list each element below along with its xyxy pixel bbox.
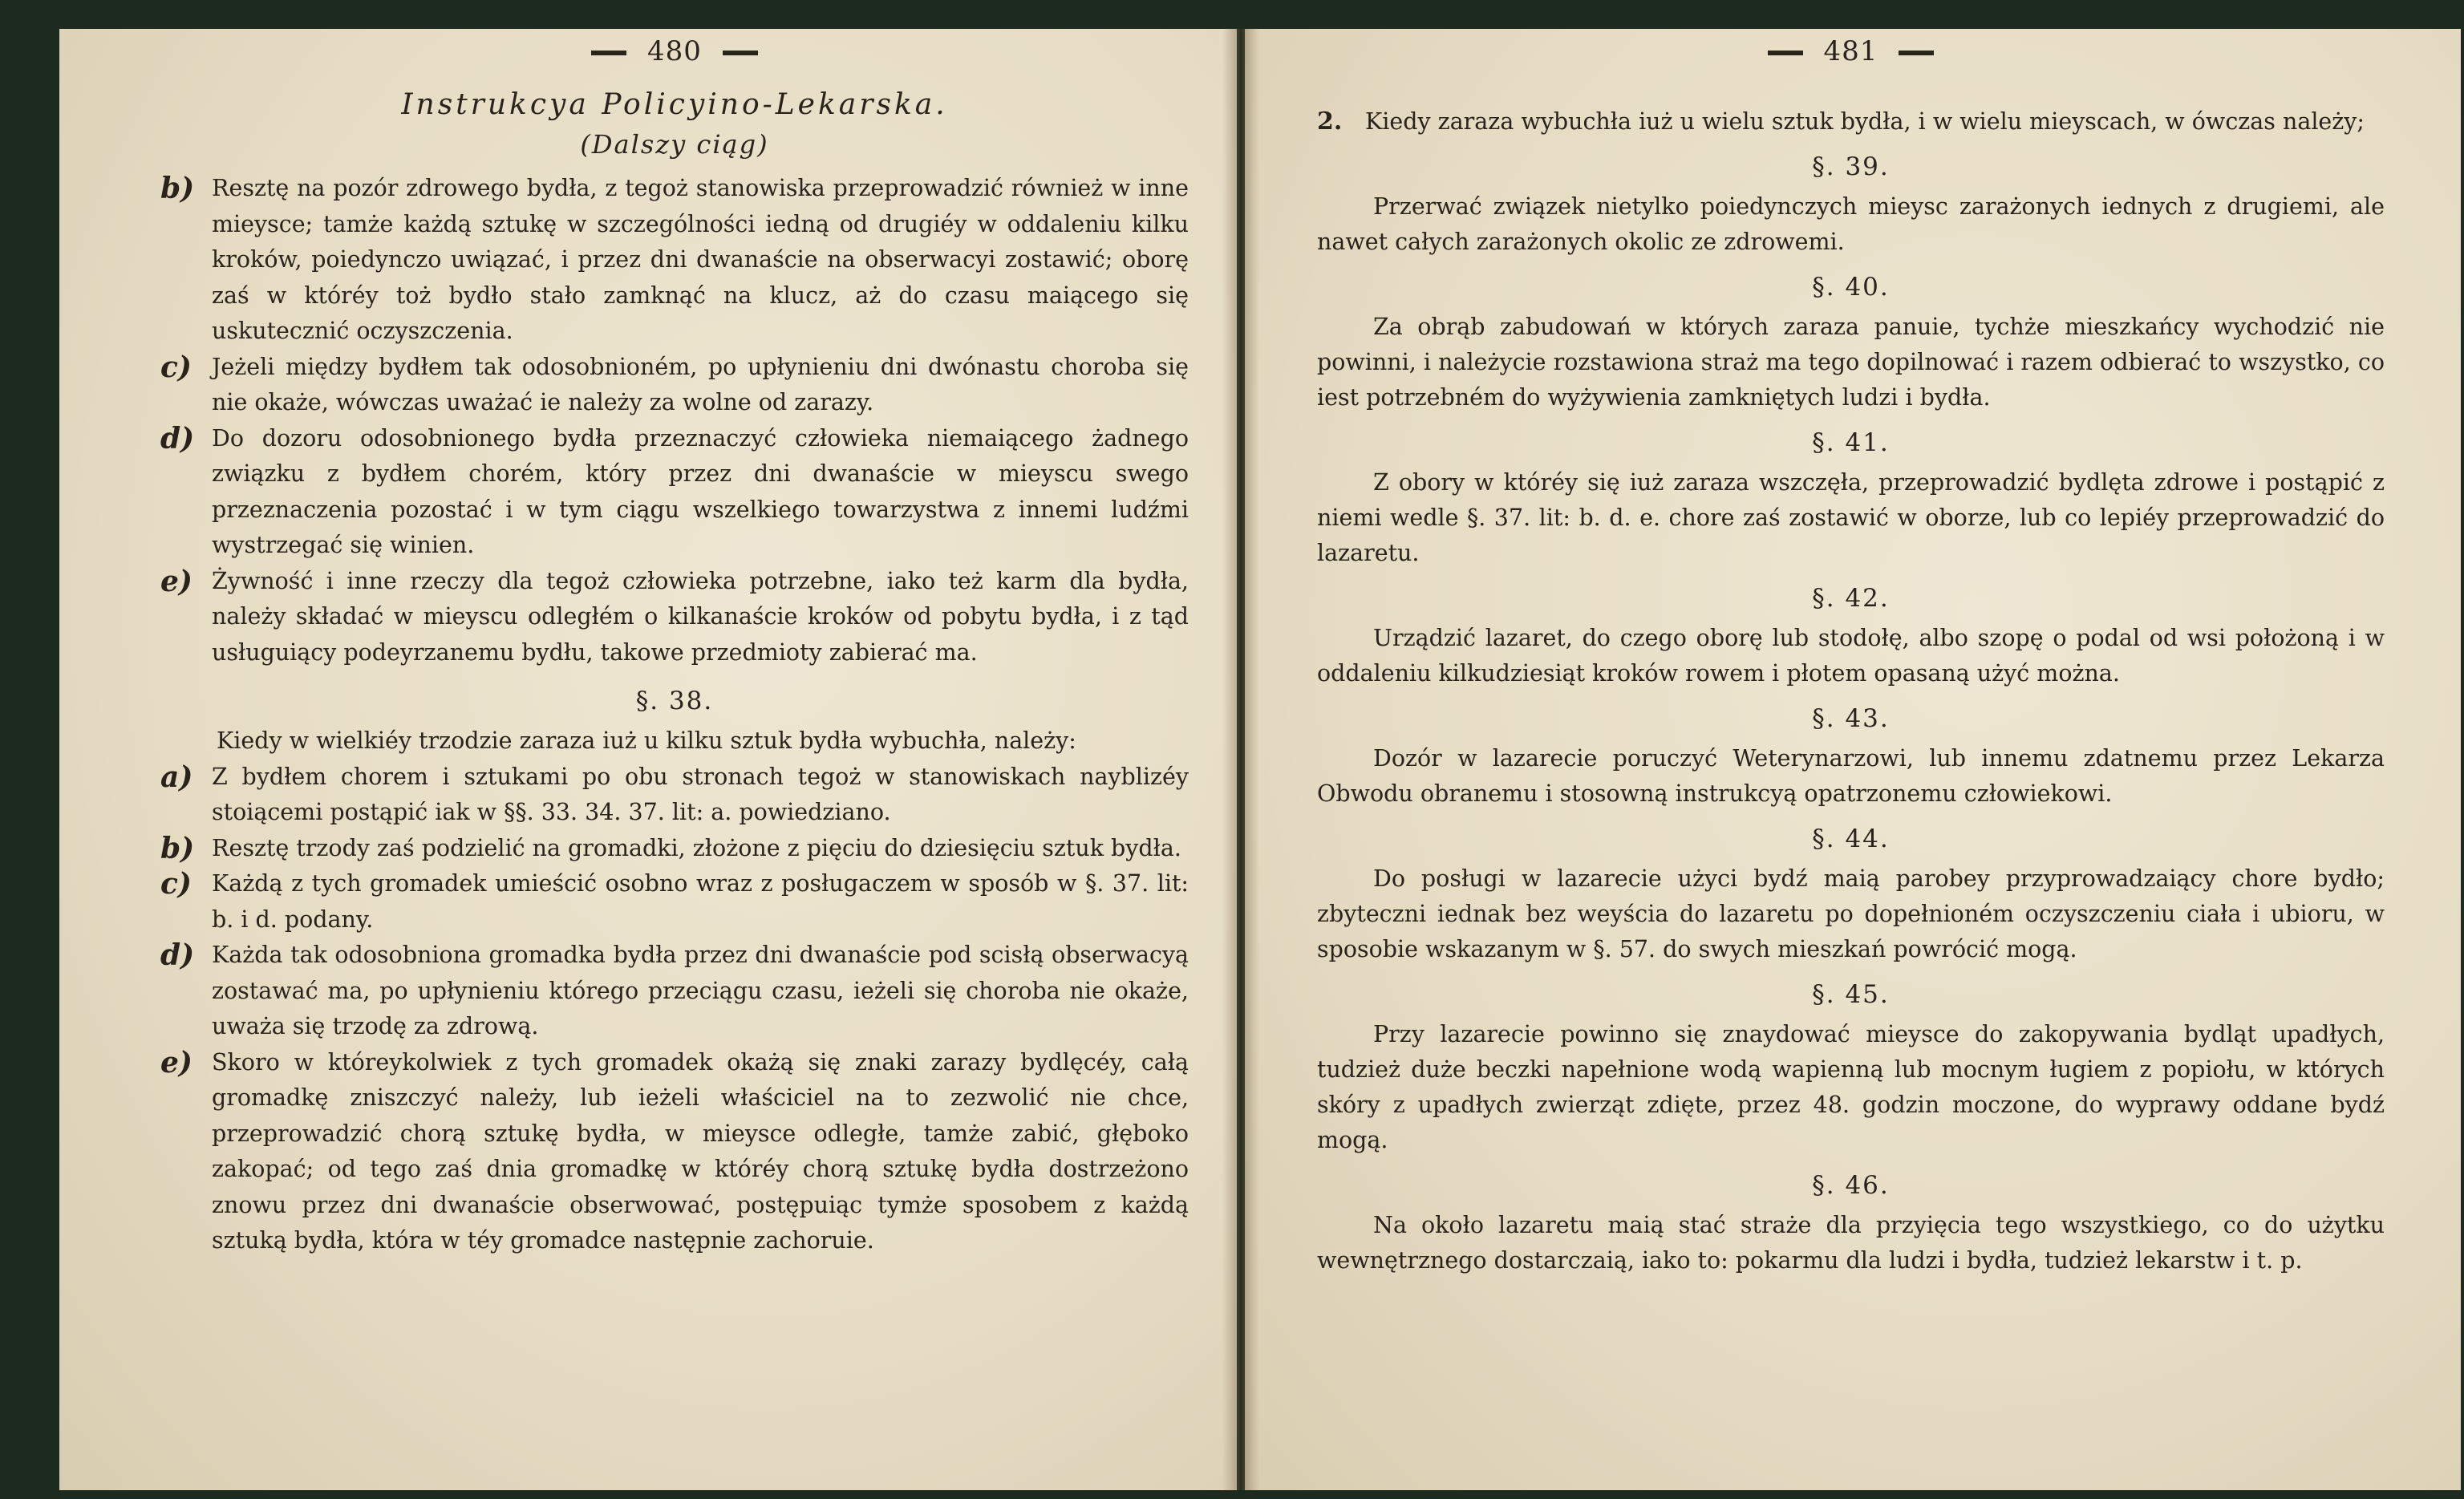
section-heading-45: §. 45. bbox=[1812, 980, 1890, 1009]
page-number-dash bbox=[1899, 51, 1934, 55]
list-item bbox=[160, 421, 1189, 564]
section-text-43: Dozór w lazarecie poruczyć Weterynarzowi, lub innemu zdatnemu przez Lekarza Obwodu obranemu i stosowną instrukcyą opatrzonemu człowiekowi. bbox=[1317, 745, 2385, 807]
page-number-right bbox=[1317, 35, 2385, 71]
item-text: Resztę trzody zaś podzielić na gromadki, złożone z pięciu do dziesięciu sztuk bydła. bbox=[212, 834, 1181, 861]
item-marker: a) bbox=[160, 760, 193, 794]
section-text-46: Na około lazaretu maią stać straże dla przyięcia tego wszystkiego, co do użytku wewnętrznego dostarczaią, iako to: pokarmu dla ludzi i bydła, tudzież lekarstw i t. p. bbox=[1317, 1212, 2385, 1274]
item-text: Każdą z tych gromadek umieścić osobno wraz z posługaczem w sposób w §. 37. lit: b. i d. podany. bbox=[212, 870, 1189, 933]
section-text-39: Przerwać związek nietylko poiedynczych mieysc zarażonych iednych z drugiemi, ale nawet całych zarażonych okolic ze zdrowemi. bbox=[1317, 193, 2385, 255]
item-marker: c) bbox=[160, 350, 192, 384]
item-marker: e) bbox=[160, 564, 192, 598]
list-item bbox=[160, 831, 1189, 867]
section-text-44: Do posługi w lazarecie użyci bydź maią parobey przyprowadzaiący chore bydło; zbyteczni iednak bez weyścia do lazaretu po dopełnioném oczyszczeniu ciała i ubioru, w sposobie wskazanym w §. 57. do swych mieszkań powrócić mogą. bbox=[1317, 865, 2385, 962]
section-intro-38: Kiedy w wielkiéy trzodzie zaraza iuż u kilku sztuk bydła wybuchła, należy: bbox=[217, 727, 1076, 754]
item-text: Każda tak odosobniona gromadka bydła przez dni dwanaście pod scisłą obserwacyą zostawać ma, po upłynieniu którego przeciągu czasu, ieżeli się choroba nie okaże, uważa się trzodę za zdrową. bbox=[212, 942, 1189, 1039]
list-item bbox=[160, 1045, 1189, 1259]
section-heading-41: §. 41. bbox=[1812, 428, 1890, 457]
section-heading-42: §. 42. bbox=[1812, 584, 1890, 613]
section-heading-44: §. 44. bbox=[1812, 824, 1890, 853]
section-heading-39: §. 39. bbox=[1812, 152, 1890, 181]
list-item bbox=[160, 564, 1189, 671]
item-marker: b) bbox=[160, 172, 195, 205]
item-text: Skoro w któreykolwiek z tych gromadek okażą się znaki zarazy bydlęcéy, całą gromadkę zniszczyć należy, lub ieżeli właściciel na to zezwolić nie chce, przeprowadzić chorą sztukę bydła, w mieysce odległe, tamże zabić, głęboko zakopać; od tego zaś dnia gromadkę w któréy chorą sztukę bydła dostrzeżono znowu przez dni dwanaście obserwować, postępuiąc tymże sposobem z każdą sztuką bydła, która w téy gromadce następnie zachoruie. bbox=[212, 1048, 1189, 1254]
list-item bbox=[160, 171, 1189, 350]
right-page bbox=[1245, 29, 2461, 1490]
item-text: Kiedy zaraza wybuchła iuż u wielu sztuk bydła, i w wielu mieyscach, w ówczas należy; bbox=[1365, 108, 2365, 135]
list-item bbox=[160, 866, 1189, 938]
item-text: Do dozoru odosobnionego bydła przeznaczyć człowieka niemaiącego żadnego związku z bydłem chorém, który przez dni dwanaście w mieyscu swego przeznaczenia pozostać i w tym ciągu wszelkiego towarzystwa z innemi ludźmi wystrzegać się winien. bbox=[212, 424, 1189, 558]
section-text-41: Z obory w któréy się iuż zaraza wszczęła, przeprowadzić bydlęta zdrowe i postąpić z niemi wedle §. 37. lit: b. d. e. chore zaś zostawić w oborze, lub co lepiéy przeprowadzić do lazaretu. bbox=[1317, 469, 2385, 566]
numbered-item-2 bbox=[1317, 104, 2385, 140]
page-number-text: 481 bbox=[1823, 35, 1878, 67]
item-marker: d) bbox=[160, 938, 195, 972]
section-text-42: Urządzić lazaret, do czego oborę lub stodołę, albo szopę o podal od wsi położoną i w oddaleniu kilkudziesiąt kroków rowem i płotem opasaną użyć można. bbox=[1317, 625, 2385, 687]
list-item bbox=[160, 350, 1189, 421]
page-number-text: 480 bbox=[647, 35, 702, 67]
list-item bbox=[160, 938, 1189, 1045]
chapter-title: Instrukcya Policyino-Lekarska. bbox=[401, 88, 948, 121]
section-heading-38: §. 38. bbox=[635, 687, 714, 715]
section-heading-43: §. 43. bbox=[1812, 704, 1890, 733]
left-page bbox=[59, 29, 1237, 1490]
list-item bbox=[160, 760, 1189, 831]
item-text: Jeżeli między bydłem tak odosobnioném, po upłynieniu dni dwónastu choroba się nie okaże, wówczas uważać ie należy za wolne od zarazy. bbox=[212, 353, 1189, 415]
item-marker: c) bbox=[160, 867, 192, 901]
page-number-dash bbox=[591, 51, 626, 55]
chapter-subtitle: (Dalszy ciąg) bbox=[580, 129, 769, 160]
item-marker: d) bbox=[160, 421, 195, 456]
book-spread bbox=[59, 29, 2461, 1490]
item-marker: e) bbox=[160, 1045, 192, 1080]
item-text: Żywność i inne rzeczy dla tegoż człowieka potrzebne, iako też karm dla bydła, należy składać w mieyscu odległém o kilkanaście kroków od pobytu bydła, i z tąd usługuiący podeyrzanemu bydłu, takowe przedmioty zabierać ma. bbox=[212, 567, 1189, 666]
page-number-dash bbox=[723, 51, 758, 55]
page-number-left bbox=[160, 35, 1189, 71]
section-text-45: Przy lazarecie powinno się znaydować mieysce do zakopywania bydląt upadłych, tudzież duże beczki napełnione wodą wapienną lub mocnym ługiem z popiołu, w których skóry z upadłych zwierząt zdięte, przez 48. godzin moczone, do wyprawy oddane bydź mogą. bbox=[1317, 1021, 2385, 1153]
page-number-dash bbox=[1768, 51, 1803, 55]
item-text: Z bydłem chorem i sztukami po obu stronach tegoż w stanowiskach nayblizéy stoiącemi postąpić iak w §§. 33. 34. 37. lit: a. powiedziano. bbox=[212, 763, 1189, 825]
section-heading-46: §. 46. bbox=[1812, 1171, 1890, 1200]
section-heading-40: §. 40. bbox=[1812, 273, 1890, 302]
item-marker: 2. bbox=[1317, 107, 1343, 136]
section-text-40: Za obrąb zabudowań w których zaraza panuie, tychże mieszkańcy wychodzić nie powinni, i należycie rozstawiona straż ma tego dopilnować i razem odbierać to wszystko, co iest potrzebném do wyżywienia zamkniętych ludzi i bydła. bbox=[1317, 314, 2385, 411]
item-marker: b) bbox=[160, 831, 195, 865]
item-text: Resztę na pozór zdrowego bydła, z tegoż stanowiska przeprowadzić również w inne mieysce; tamże każdą sztukę w szczególności iedną od drugiéy w oddaleniu kilku kroków, poiedynczo uwiązać, i przez dni dwanaście na obserwacyi zostawić; oborę zaś w któréy toż bydło stało zamknąć na klucz, aż do czasu maiącego się uskutecznić oczyszczenia. bbox=[212, 175, 1189, 344]
